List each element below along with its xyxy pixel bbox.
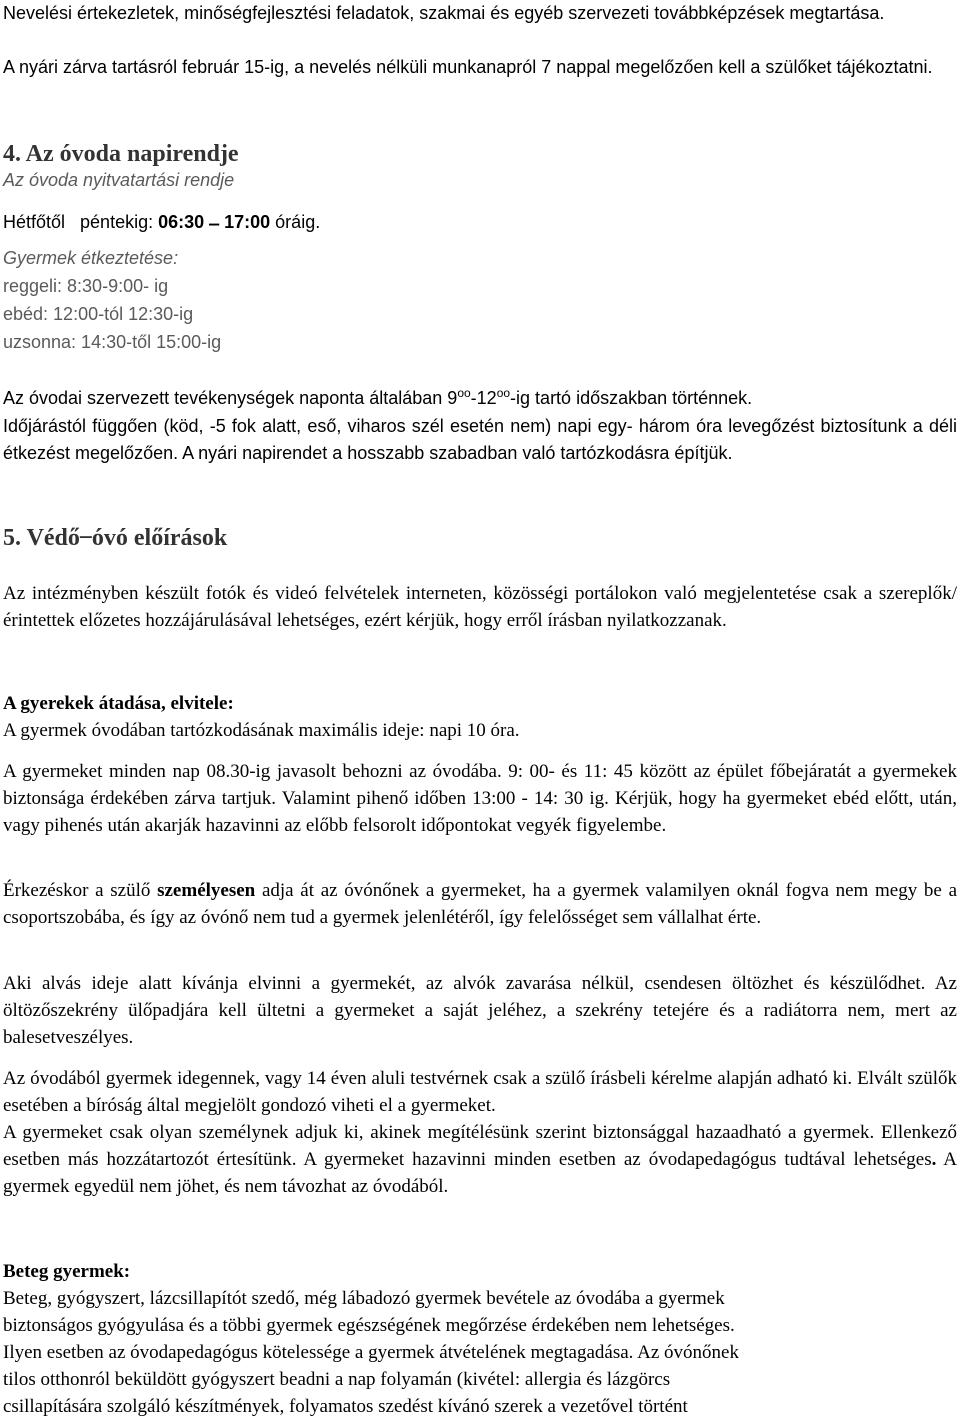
activities-sup-2: oo — [496, 386, 511, 400]
section-5-heading: 5. Védő ̶ óvó előírások — [3, 525, 228, 551]
handover-text-b: adja át az óvónőnek a gyermeket, ha a gyermek valamilyen oknál fogva nem megy be a csoportszobába, és így az óvónő nem tud a gyermek jelenlétéről, így felelősséget sem vállalhat érte. — [3, 880, 957, 928]
sick-line-5: csillapítására szolgáló készítmények, folyamatos szedést kívánó szerek a vezetővel történt — [3, 1396, 688, 1417]
meal-lunch: ebéd: 12:00-tól 12:30-ig — [3, 304, 194, 324]
meals-title: Gyermek étkeztetése: — [3, 248, 179, 268]
pickup-text-b: A gyermek egyedül nem jöhet, és nem távozhat az óvodából. — [3, 1149, 957, 1197]
sick-line-3: Ilyen esetben az óvodapedagógus kötelessége a gyermek átvételének megtagadása. Az óvónőnek — [3, 1342, 739, 1363]
hours-suffix: óráig. — [270, 212, 321, 232]
sick-line-2: biztonságos gyógyulása és a többi gyermek egészségének megőrzése érdekében nem lehetséges. — [3, 1315, 735, 1336]
photos-paragraph: Az intézményben készült fotók és videó felvételek interneten, közösségi portálokon való megjelentetése csak a szereplők/érintettek előzetes hozzájárulásával lehetséges, ezért kérjük, hogy erről írásban nyilatkozzanak. — [3, 583, 957, 631]
sick-line-4: tilos otthonról beküldött gyógyszert beadni a nap folyamán (kivétel: allergia és lázgörcs — [3, 1369, 671, 1390]
hours-prefix: Hétfőtől péntekig: — [3, 212, 159, 232]
activities-paragraph — [3, 385, 957, 412]
sick-child-title: Beteg gyermek: — [3, 1261, 131, 1282]
handover-title: A gyerekek átadása, elvitele: — [3, 693, 234, 714]
sick-line-1: Beteg, gyógyszert, lázcsillapítót szedő, még lábadozó gyermek bevétele az óvodába a gyermek — [3, 1288, 725, 1309]
meal-breakfast: reggeli: 8:30-9:00- ig — [3, 276, 169, 296]
handover-paragraph — [3, 877, 957, 931]
section-4-heading: 4. Az óvoda napirendje — [3, 141, 239, 167]
pickup-paragraph-2 — [3, 1119, 957, 1200]
handover-text-a: Érkezéskor a szülő — [3, 880, 158, 901]
max-time-paragraph: A gyermek óvodában tartózkodásának maximális ideje: napi 10 óra. — [3, 720, 520, 741]
activities-text-c: -ig tartó időszakban történnek. — [510, 388, 753, 408]
opening-hours-subheading: Az óvoda nyitvatartási rendje — [3, 170, 235, 190]
pickup-paragraph-1: Az óvodából gyermek idegennek, vagy 14 éven aluli testvérnek csak a szülő írásbeli kérelme alapján adható ki. Elvált szülők esetében a bíróság által megjelölt gondozó viheti el a gyermeket. — [3, 1068, 957, 1116]
paragraph-summer-closure: A nyári zárva tartásról február 15-ig, a nevelés nélküli munkanapról 7 nappal megelőzően kell a szülőket tájékoztatni. — [3, 57, 933, 77]
arrival-paragraph: A gyermeket minden nap 08.30-ig javasolt behozni az óvodába. 9: 00- és 11: 45 között az épület főbejáratát a gyermekek biztonsága érdekében zárva tartjuk. Valamint pihenő időben 13:00 - 14: 30 ig. Kérjük, hogy ha gyermeket ebéd előtt, után, vagy pihenés után akarják hazavinni az előbb felsorolt időpontokat vegyék figyelembe. — [3, 761, 957, 836]
opening-hours-line — [3, 209, 320, 236]
meal-snack: uzsonna: 14:30-től 15:00-ig — [3, 332, 222, 352]
activities-text-a: Az óvodai szervezett tevékenységek naponta általában 9 — [3, 388, 458, 408]
activities-sup-1: oo — [457, 386, 471, 400]
hours-value: 06:30 ̶ 17:00 — [158, 212, 271, 232]
weather-paragraph: Időjárástól függően (köd, -5 fok alatt, eső, viharos szél esetén nem) napi egy- három óra levegőzést biztosítunk a déli étkezést megelőzően. A nyári napirendet a hosszabb szabadban való tartózkodásra építjük. — [3, 416, 957, 463]
pickup-bold-dot: . — [931, 1149, 937, 1170]
pickup-text-a: A gyermeket csak olyan személynek adjuk ki, akinek megítélésünk szerint biztonsággal hazaadható a gyermek. Ellenkező esetben más hozzátartozót értesítünk. A gyermeket hazavinni minden esetben az óvodapedagógus tudtával lehetséges — [3, 1122, 957, 1170]
sleep-paragraph: Aki alvás ideje alatt kívánja elvinni a gyermekét, az alvók zavarása nélkül, csendesen öltözhet és készülődhet. Az öltözőszekrény ülőpadjára kell ültetni a gyermeket a saját jeléhez, a szekrény tetejére és a radiátorra nem, mert az balesetveszélyes. — [3, 973, 957, 1048]
handover-bold: személyesen — [157, 880, 256, 901]
paragraph-trainings: Nevelési értekezletek, minőségfejlesztési feladatok, szakmai és egyéb szervezeti továbbképzések megtartása. — [3, 3, 885, 23]
activities-text-b: -12 — [470, 388, 497, 408]
